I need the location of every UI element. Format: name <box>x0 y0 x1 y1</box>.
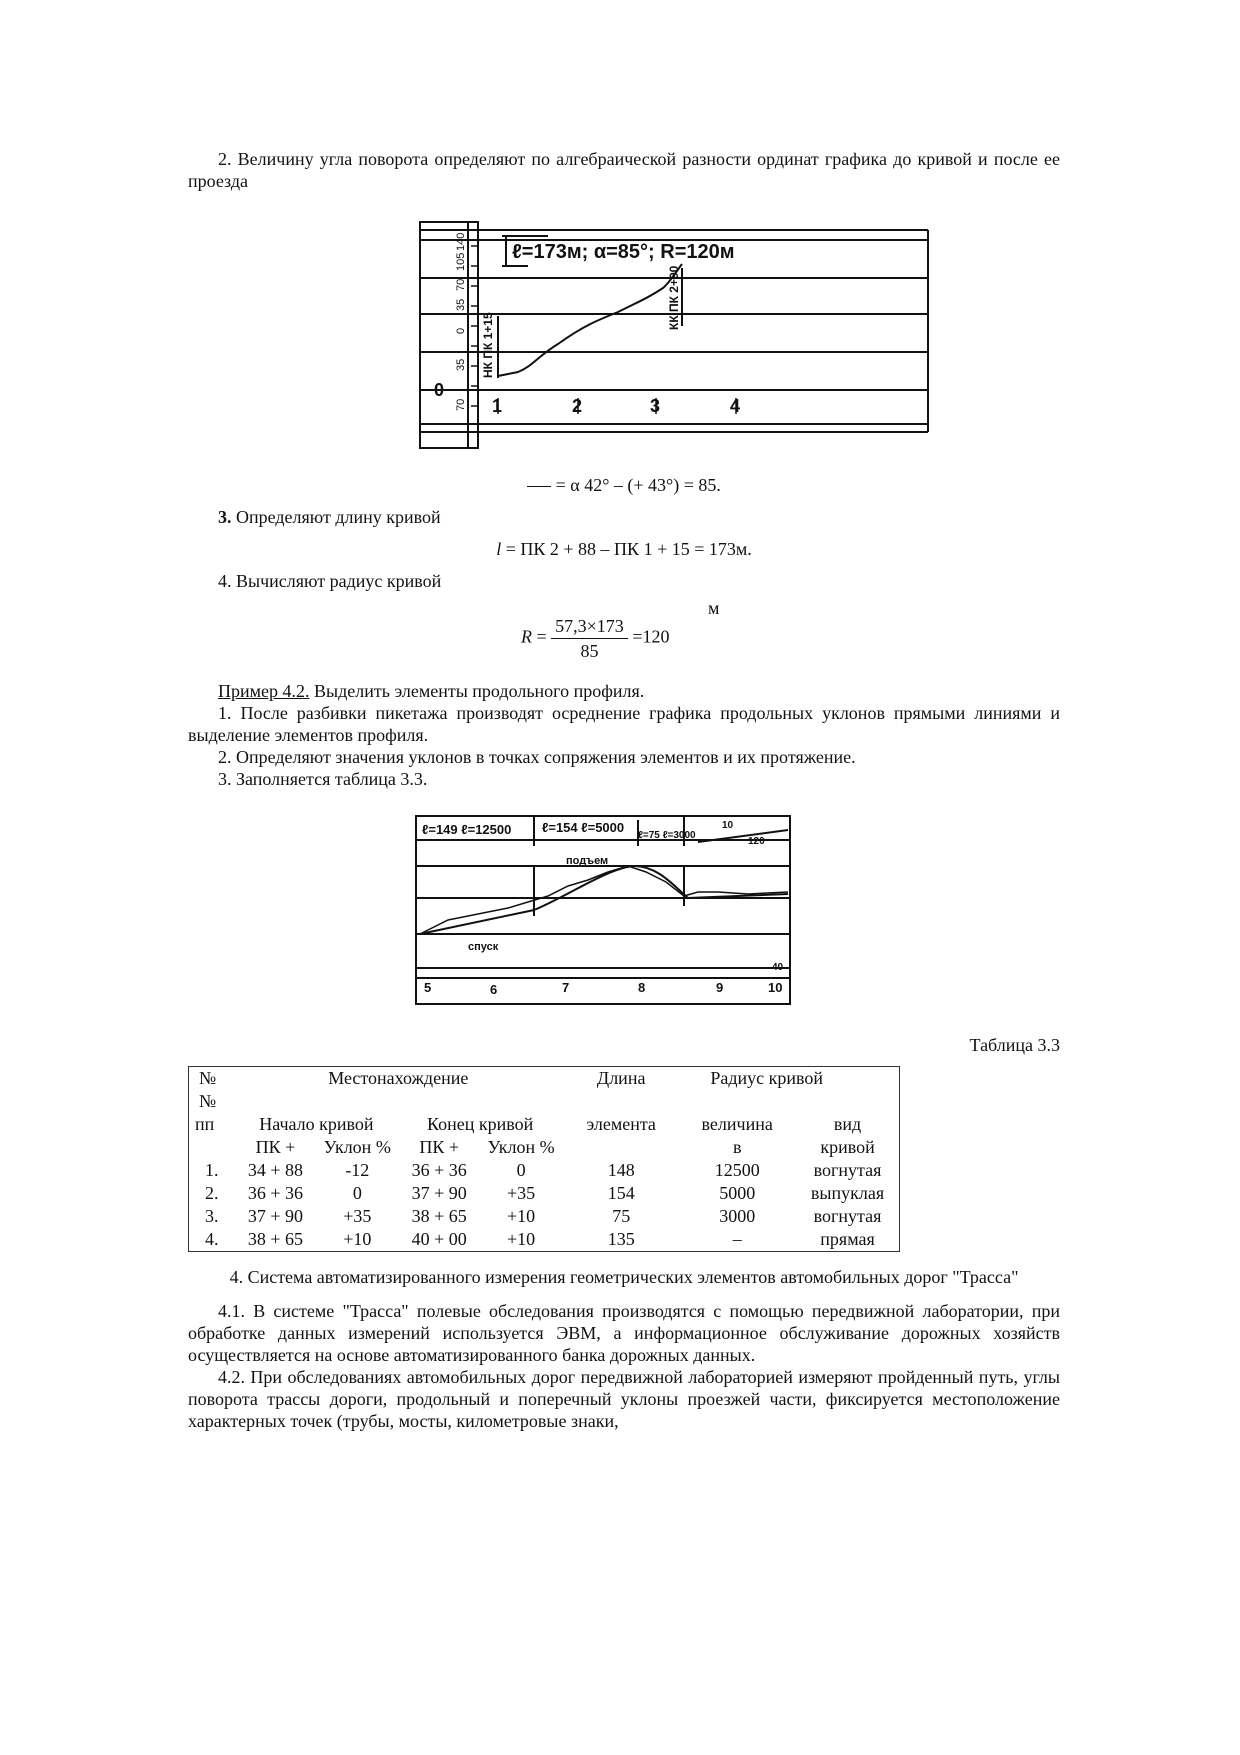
cell-number: 3. <box>204 1206 219 1226</box>
paragraph-4-2: 4.2. При обследованиях автомобильных дорог передвижной лабораторией измеряют пройденный путь, углы поворота трассы дороги, продольный и поперечный уклоны проезжей части, фиксируется местоположение характерных точек (трубы, мосты, километровые знаки, <box>188 1367 1060 1431</box>
fig1-x-tick: 1 <box>492 396 503 416</box>
cell-slope-end: +10 <box>507 1229 536 1249</box>
cell-number: 1. <box>204 1160 219 1180</box>
fig1-scale-label: 140 <box>455 232 467 251</box>
example-heading <box>188 680 1060 702</box>
table-header-row <box>189 1136 901 1159</box>
formula-angle <box>188 474 1060 496</box>
formula-radius-numerator: 57,3×173 <box>551 614 628 639</box>
cell-radius: 12500 <box>714 1160 760 1180</box>
header-value-2: в <box>732 1137 742 1157</box>
cell-pk-start: 38 + 65 <box>247 1229 303 1249</box>
formula-angle-text: = α 42° – (+ 43°) = 85. <box>555 475 721 495</box>
header-pk-start: ПК + <box>255 1137 296 1157</box>
example-step1: 1. После разбивки пикетажа производят осреднение графика продольных уклонов прямыми линиями и выделение элементов профиля. <box>188 703 1060 745</box>
table-row <box>189 1159 901 1182</box>
figure-profile-elements <box>188 806 1060 1006</box>
formula-length-rest: = ПК 2 + 88 – ПК 1 + 15 = 173м. <box>501 539 752 559</box>
header-number: № <box>199 1068 217 1088</box>
cell-pk-end: 40 + 00 <box>411 1229 467 1249</box>
cell-slope-start: 0 <box>352 1183 362 1203</box>
fig2-x-tick: 8 <box>638 980 646 995</box>
header-location: Местонахождение <box>328 1068 469 1088</box>
fig1-scale-label: 35 <box>455 358 467 371</box>
header-kind: вид <box>833 1114 862 1134</box>
cell-slope-start: -12 <box>345 1160 370 1180</box>
cell-kind: вогнутая <box>813 1206 882 1226</box>
formula-radius-unit: м <box>708 598 720 618</box>
header-start: Начало кривой <box>259 1114 374 1134</box>
table-caption: Таблица 3.3 <box>969 1035 1060 1055</box>
cell-pk-start: 36 + 36 <box>247 1183 303 1203</box>
header-value: величина <box>701 1114 773 1134</box>
table-row <box>189 1182 901 1205</box>
fig1-kk-label: КК ПК 2+90 <box>667 265 681 330</box>
cell-slope-end: +10 <box>507 1206 536 1226</box>
fig1-scale-label: 0 <box>455 327 467 334</box>
cell-slope-start: +35 <box>343 1206 372 1226</box>
table-header-row <box>189 1067 901 1090</box>
example-title: Пример 4.2. <box>218 681 310 701</box>
fig1-x-tick: 2 <box>572 396 583 416</box>
page <box>188 148 1060 1432</box>
cell-length: 154 <box>607 1183 635 1203</box>
fig1-scale-label: 105 <box>455 252 467 271</box>
fig1-origin-label: 0 <box>434 380 445 400</box>
fig1-nk-label: НК ПК 1+15 <box>481 312 495 378</box>
section-4-title: 4. Система автоматизированного измерения геометрических элементов автомобильных дорог "Трасса" <box>229 1267 1019 1287</box>
cell-pk-end: 37 + 90 <box>411 1183 467 1203</box>
cell-number: 2. <box>204 1183 219 1203</box>
header-slope-start: Уклон % <box>323 1137 391 1157</box>
formula-radius-rhs: =120 <box>632 626 670 647</box>
header-end: Конец кривой <box>427 1114 534 1134</box>
table-row <box>189 1228 901 1251</box>
fig2-x-tick: 9 <box>716 980 724 995</box>
cell-radius: 5000 <box>719 1183 756 1203</box>
fig2-x-tick: 6 <box>490 982 498 997</box>
cell-slope-end: 0 <box>516 1160 526 1180</box>
step3-text: Определяют длину кривой <box>231 507 441 527</box>
cell-radius: 3000 <box>719 1206 756 1226</box>
header-length: Длина <box>596 1068 646 1088</box>
fig2-top-label: 10 <box>722 820 734 831</box>
header-slope-end: Уклон % <box>487 1137 555 1157</box>
cell-kind: вогнутая <box>813 1160 882 1180</box>
paragraph-angle: 2. Величину угла поворота определяют по алгебраической разности ординат графика до кривой и после ее проезда <box>188 149 1060 191</box>
fig1-scale-label: 70 <box>455 398 467 411</box>
header-number: пп <box>195 1114 215 1134</box>
fig2-top-label: 120 <box>748 836 765 847</box>
cell-number: 4. <box>204 1229 219 1249</box>
fig2-small-label: 40 <box>772 962 784 973</box>
fig1-x-tick: 4 <box>730 396 741 416</box>
fig2-x-tick: 5 <box>424 980 432 995</box>
fig2-rise-label: подъем <box>566 855 609 867</box>
table-3-3-grid <box>189 1067 901 1251</box>
fig2-top-label: ℓ=149 ℓ=12500 <box>422 822 512 837</box>
header-pk-end: ПК + <box>419 1137 460 1157</box>
cell-length: 135 <box>607 1229 635 1249</box>
fig2-top-label: ℓ=75 ℓ=3000 <box>638 830 696 841</box>
step3-number: 3. <box>218 507 232 527</box>
fig2-x-tick: 7 <box>562 980 570 995</box>
example-step2: 2. Определяют значения уклонов в точках сопряжения элементов и их протяжение. <box>218 747 856 767</box>
formula-radius-denominator: 85 <box>580 641 599 661</box>
header-length-2: элемента <box>586 1114 656 1134</box>
header-kind-2: кривой <box>820 1137 875 1157</box>
formula-radius-lhs: R <box>521 626 532 647</box>
example-step3: 3. Заполняется таблица 3.3. <box>218 769 428 789</box>
fig2-top-label: ℓ=154 ℓ=5000 <box>542 820 625 835</box>
figure-turn-angle-graph <box>188 206 1060 454</box>
cell-slope-end: +35 <box>507 1183 536 1203</box>
fig2-x-tick: 10 <box>768 980 783 995</box>
cell-length: 148 <box>607 1160 635 1180</box>
table-header-row <box>189 1090 901 1113</box>
table-3-3 <box>188 1066 900 1252</box>
cell-radius: – <box>732 1229 742 1249</box>
cell-pk-start: 37 + 90 <box>247 1206 303 1226</box>
formula-length <box>188 538 1060 560</box>
fig2-fall-label: спуск <box>468 941 499 953</box>
cell-kind: прямая <box>820 1229 875 1249</box>
fig1-label: ℓ=173м; α=85°; R=120м <box>512 241 735 263</box>
step4-line: 4. Вычисляют радиус кривой <box>218 571 442 591</box>
formula-angle-blank <box>527 486 551 487</box>
header-radius: Радиус кривой <box>710 1068 823 1088</box>
cell-length: 75 <box>612 1206 631 1226</box>
step3-line <box>188 506 1060 528</box>
cell-pk-end: 36 + 36 <box>411 1160 467 1180</box>
cell-kind: выпуклая <box>810 1183 885 1203</box>
formula-radius-body: R = $\frac{57,3\times 173}{85}$ =120 <box>521 616 670 661</box>
fig1-scale-label: 35 <box>455 298 467 311</box>
cell-pk-start: 34 + 88 <box>247 1160 303 1180</box>
formula-length-l: l <box>496 539 502 559</box>
formula-radius-fraction <box>551 614 628 663</box>
fig1-scale-label: 70 <box>455 278 467 291</box>
cell-slope-start: +10 <box>343 1229 372 1249</box>
formula-radius <box>188 598 1060 670</box>
cell-pk-end: 38 + 65 <box>411 1206 467 1226</box>
paragraph-4-1: 4.1. В системе "Трасса" полевые обследования производятся с помощью передвижной лаборатории, при обработке данных измерений используется ЭВМ, а информационное обслуживание дорожных хозяйств осуществляется на основе автоматизированного банка дорожных данных. <box>188 1301 1060 1365</box>
table-header-row <box>189 1113 901 1136</box>
fig1-x-tick: 3 <box>650 396 661 416</box>
header-number: № <box>199 1091 217 1111</box>
table-row <box>189 1205 901 1228</box>
example-text: Выделить элементы продольного профиля. <box>309 681 645 701</box>
